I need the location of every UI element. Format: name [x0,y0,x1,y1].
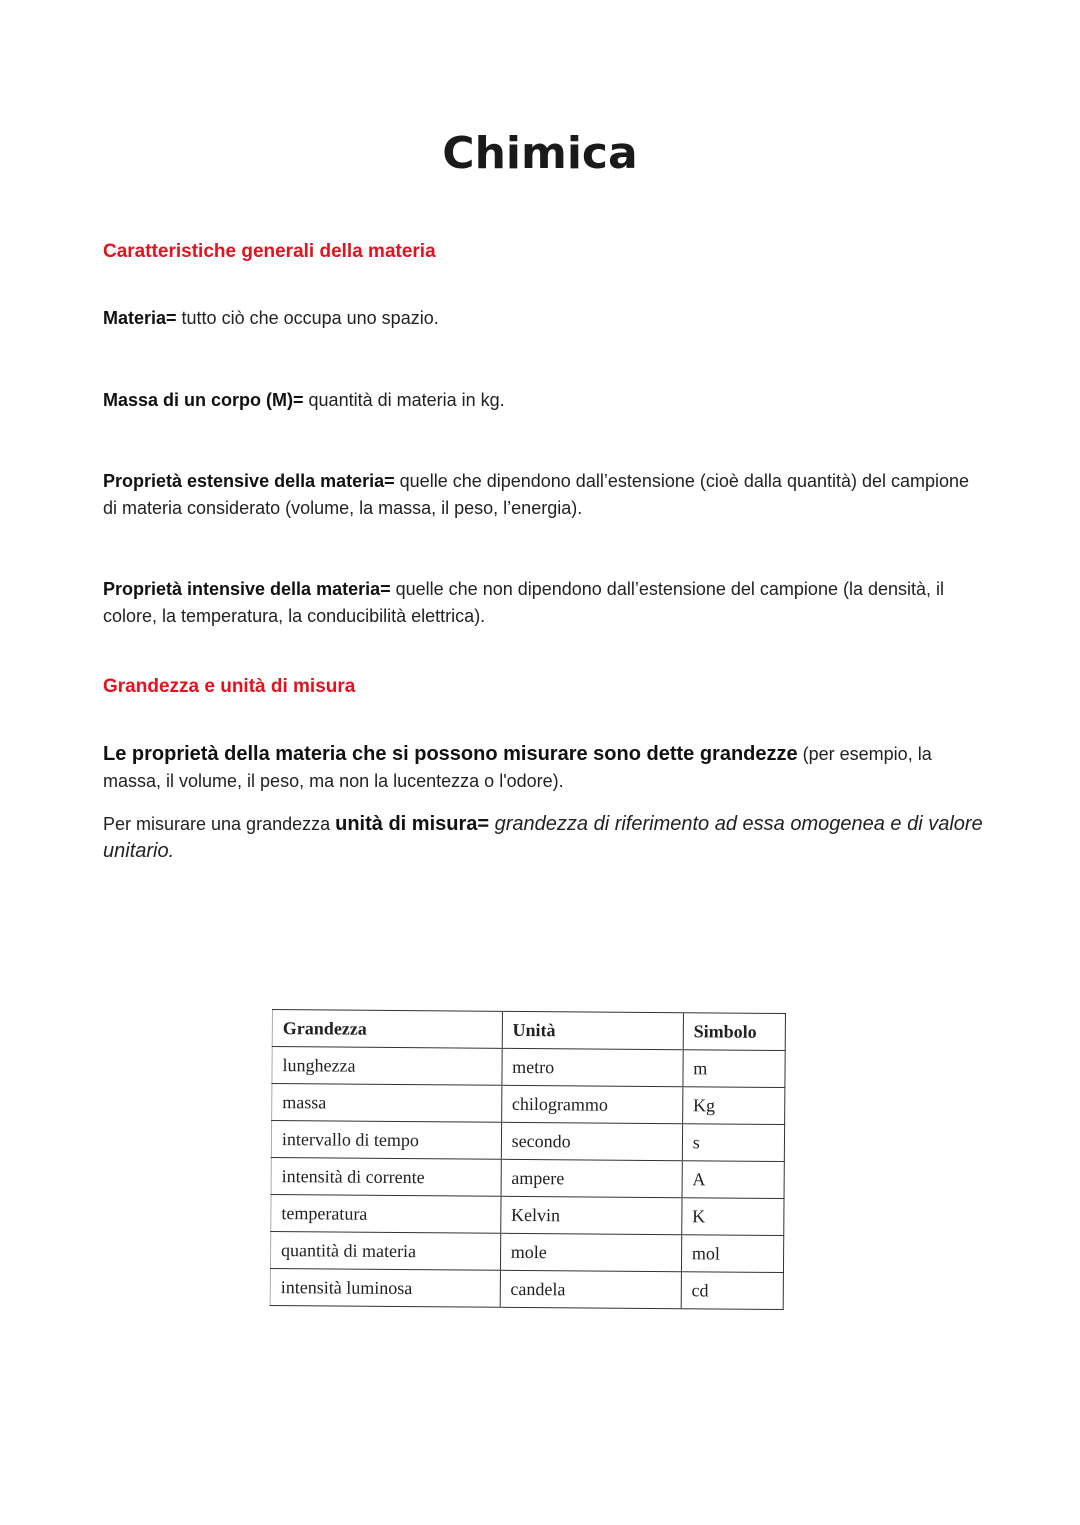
definition-unita-di-misura [103,811,983,865]
cell-simbolo: Kg [682,1087,785,1125]
table-row [270,1231,783,1272]
column-header-simbolo: Simbolo [683,1013,786,1051]
definition-prefix: Per misurare una grandezza [103,814,336,834]
definition-materia [103,305,983,332]
definition-text: grandezza di riferimento ad essa omogenea e di valore unitario. [103,813,983,862]
cell-unita: ampere [501,1159,682,1197]
table-row [272,1047,785,1088]
cell-unita: Kelvin [500,1196,681,1234]
cell-unita: secondo [501,1122,682,1160]
cell-grandezza: quantità di materia [270,1231,500,1270]
cell-unita: candela [500,1270,681,1308]
definition-term: Le proprietà della materia che si possono misurare sono dette grandezze [103,743,798,765]
cell-grandezza: temperatura [271,1194,501,1233]
definition-text: quelle che dipendono dall’estensione (cioè dalla quantità) del campione di materia considerato (volume, la massa, il peso, l’energia). [103,471,970,518]
cell-simbolo: K [682,1198,785,1236]
cell-grandezza: massa [272,1084,502,1123]
cell-simbolo: A [682,1161,785,1199]
table-row [271,1121,784,1162]
table-row [270,1268,783,1309]
page-title: Chimica [442,128,638,179]
definition-term: Proprietà intensive della materia= [103,579,391,599]
column-header-unita: Unità [502,1011,683,1049]
definition-term: Proprietà estensive della materia= [103,471,395,491]
cell-unita: chilogrammo [501,1085,682,1123]
definition-proprieta-estensive [103,468,983,522]
cell-simbolo: s [682,1124,785,1162]
cell-simbolo: m [683,1050,786,1088]
cell-grandezza: intensità di corrente [271,1157,501,1196]
cell-unita: metro [502,1048,683,1086]
table-row [271,1157,784,1198]
units-table [270,1009,786,1310]
definition-massa [103,387,983,414]
cell-grandezza: intensità luminosa [270,1268,500,1307]
definition-text: (per esempio, la massa, il volume, il peso, ma non la lucentezza o l'odore). [103,744,932,791]
table-header-row [272,1010,785,1051]
definition-text: quantità di materia in kg. [303,390,505,410]
definition-term: Materia= [103,308,177,328]
cell-grandezza: lunghezza [272,1047,502,1086]
cell-unita: mole [500,1233,681,1271]
table-row [271,1194,784,1235]
section-heading-grandezza: Grandezza e unità di misura [103,676,356,697]
cell-grandezza: intervallo di tempo [271,1121,501,1160]
definition-term: Massa di un corpo (M)= [103,390,304,410]
definition-grandezze [103,741,983,795]
definition-text: tutto ciò che occupa uno spazio. [176,308,439,328]
cell-simbolo: mol [681,1235,784,1273]
definition-text: quelle che non dipendono dall’estensione del campione (la densità, il colore, la temperatura, la conducibilità elettrica). [103,579,945,626]
definition-proprieta-intensive [103,576,983,630]
definition-term: unità di misura= [335,813,490,835]
table-row [272,1084,785,1125]
section-heading-materia: Caratteristiche generali della materia [103,241,436,262]
cell-simbolo: cd [681,1272,784,1310]
column-header-grandezza: Grandezza [272,1010,502,1049]
